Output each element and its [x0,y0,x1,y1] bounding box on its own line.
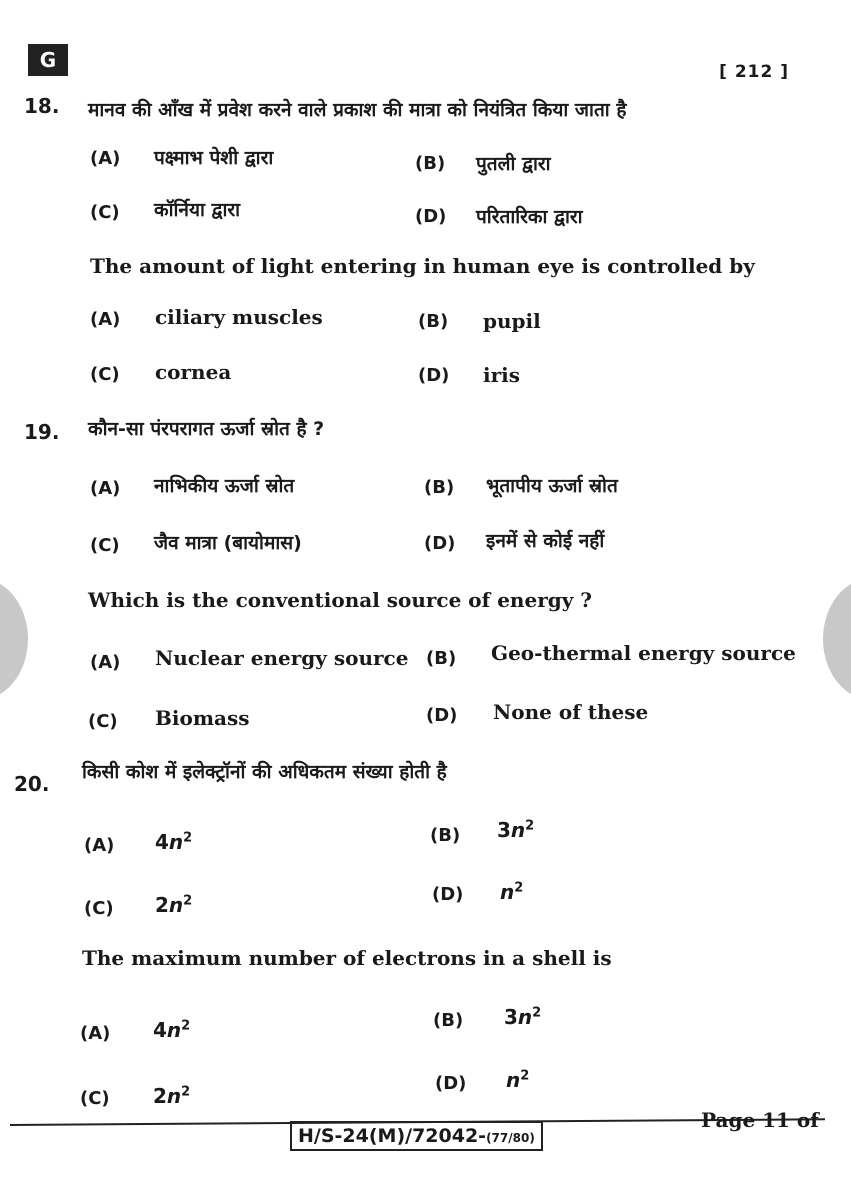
q20-hi-label-d: (D) [432,884,464,905]
q19-hi-label-d: (D) [424,533,456,554]
question-18-number: 18. [24,94,60,118]
q18-en-option-b: pupil [483,309,541,333]
q18-hi-label-b: (B) [415,153,446,174]
q19-hi-label-b: (B) [424,477,455,498]
binding-hole-left [0,578,28,700]
q19-hi-label-c: (C) [90,535,120,556]
q18-en-option-c: cornea [155,360,232,384]
question-20-number: 20. [14,772,50,796]
q20-hi-label-a: (A) [84,835,115,856]
q20-en-option-d: $n^2$ [506,1068,530,1092]
q20-hi-label-c: (C) [84,898,114,919]
q19-en-label-b: (B) [426,648,457,669]
q19-en-option-a: Nuclear energy source [155,646,409,670]
q19-en-option-c: Biomass [155,706,250,730]
q19-en-option-b: Geo-thermal energy source [491,641,796,665]
q20-hi-option-a: $4n^2$ [155,830,193,854]
q20-hi-option-c: $2n^2$ [155,893,193,917]
question-18-english: The amount of light entering in human eye is controlled by [90,254,755,278]
q20-en-label-c: (C) [80,1088,110,1109]
q19-hi-option-b: भूतापीय ऊर्जा स्रोत [486,475,618,497]
question-19-hindi: कौन-सा पंरपरागत ऊर्जा स्रोत है ? [88,418,325,440]
q20-en-option-b: $3n^2$ [504,1005,542,1029]
q20-en-label-d: (D) [435,1073,467,1094]
q18-hi-option-d: परितारिका द्वारा [476,206,583,228]
q18-en-option-d: iris [483,363,520,387]
q20-en-option-a: $4n^2$ [153,1018,191,1042]
page-number: Page 11 of [701,1108,819,1132]
q18-hi-label-d: (D) [415,206,447,227]
set-badge: G [28,44,68,76]
question-19-english: Which is the conventional source of energy ? [88,588,593,612]
q19-en-label-c: (C) [88,711,118,732]
question-18-hindi: मानव की आँख में प्रवेश करने वाले प्रकाश की मात्रा को नियंत्रित किया जाता है [88,99,627,121]
question-20-english: The maximum number of electrons in a shell is [82,946,612,970]
q20-en-option-c: $2n^2$ [153,1084,191,1108]
q19-en-option-d: None of these [493,700,649,724]
q19-hi-label-a: (A) [90,478,121,499]
q20-hi-label-b: (B) [430,825,461,846]
q18-hi-option-b: पुतली द्वारा [476,153,551,175]
q18-hi-label-c: (C) [90,202,120,223]
question-19-number: 19. [24,420,60,444]
q18-hi-option-a: पक्ष्माभ पेशी द्वारा [154,147,274,169]
q18-hi-option-c: कॉर्निया द्वारा [154,199,241,221]
q18-en-label-c: (C) [90,364,120,385]
q18-hi-label-a: (A) [90,148,121,169]
binding-hole-right [823,578,851,700]
q18-en-option-a: ciliary muscles [155,305,323,329]
q19-hi-option-c: जैव मात्रा (बायोमास) [154,532,302,554]
q20-hi-option-d: $n^2$ [500,880,524,904]
paper-code: [ 212 ] [719,62,789,82]
q20-en-label-b: (B) [433,1010,464,1031]
footer-paper-code: H/S-24(M)/72042-(77/80) [290,1121,543,1151]
q20-en-label-a: (A) [80,1023,111,1044]
question-20-hindi: किसी कोश में इलेक्ट्रॉनों की अधिकतम संख्या होती है [82,761,447,783]
q19-en-label-d: (D) [426,705,458,726]
q19-hi-option-d: इनमें से कोई नहीं [486,530,605,552]
q18-en-label-d: (D) [418,365,450,386]
q19-en-label-a: (A) [90,652,121,673]
q19-hi-option-a: नाभिकीय ऊर्जा स्रोत [154,475,295,497]
q20-hi-option-b: $3n^2$ [497,818,535,842]
q18-en-label-a: (A) [90,309,121,330]
q18-en-label-b: (B) [418,311,449,332]
